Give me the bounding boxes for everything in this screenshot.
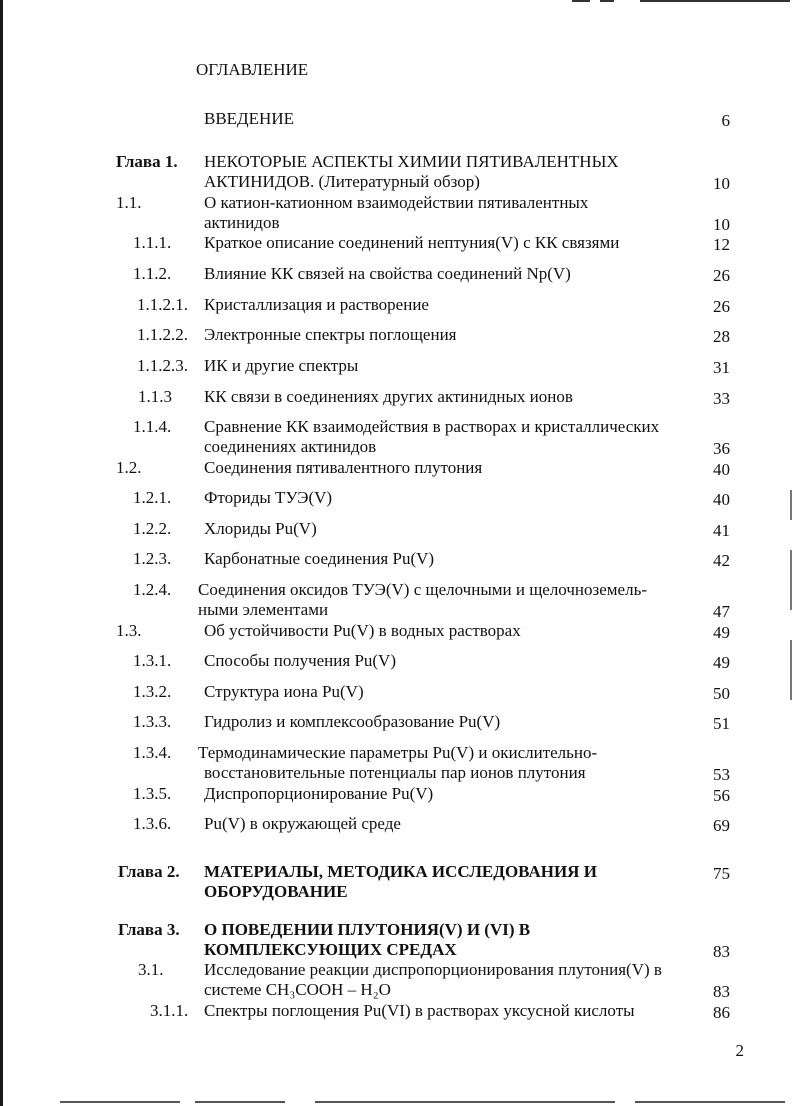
toc-entry-title: Соединения оксидов ТУЭ(V) с щелочными и щелочноземель- [198,580,647,599]
toc-page-number: 28 [713,327,730,346]
scan-mark-right [790,490,792,520]
scan-mark-bottom [195,1101,285,1103]
toc-entry-title: Об устойчивости Pu(V) в водных растворах [204,621,521,640]
toc-entry-title: Термодинамические параметры Pu(V) и окислительно- [198,743,598,762]
toc-page-number: 12 [713,235,730,254]
toc-section-number: 1.1.2.3. [137,356,188,375]
toc-entry-title: ВВЕДЕНИЕ [204,109,294,128]
toc-chapter-number: Глава 1. [116,152,178,171]
toc-entry-title: ными элементами [198,600,329,619]
toc-entry-title: О ПОВЕДЕНИИ ПЛУТОНИЯ(V) И (VI) В [204,920,531,939]
toc-page-number: 53 [713,765,730,784]
toc-page-number: 33 [713,389,730,408]
toc-section-number: 1.2.2. [133,519,172,538]
toc-section-number: 1.3.1. [133,651,172,670]
toc-entry-title: Фториды ТУЭ(V) [204,488,333,507]
toc-page-number: 56 [713,786,730,805]
toc-section-number: 1.3.2. [133,682,172,701]
toc-entry-title: ИК и другие спектры [204,356,359,375]
toc-page-number: 49 [713,623,730,642]
toc-section-number: 1.3.5. [133,784,172,803]
toc-page-number: 69 [713,816,730,835]
toc-entry-title: Pu(V) в окружающей среде [204,814,401,833]
toc-section-number: 1.1.2. [133,264,172,283]
scan-mark-top [640,0,790,2]
toc-page-number: 10 [713,174,730,193]
toc-entry-title: АКТИНИДОВ. (Литературный обзор) [204,172,480,191]
toc-section-number: 1.1.4. [133,417,172,436]
toc-page-number: 10 [713,215,730,234]
toc-page-number: 49 [713,653,730,672]
toc-entry-title: Влияние КК связей на свойства соединений Np(V) [204,264,571,283]
toc-page-number: 83 [713,982,730,1001]
toc-section-number: 1.2.1. [133,488,172,507]
toc-section-number: 1.1.2.1. [137,295,188,314]
toc-page-number: 51 [713,714,730,733]
toc-page-number: 42 [713,551,730,570]
toc-entry-title: О катион-катионном взаимодействии пятивалентных [204,193,589,212]
toc-section-number: 1.2.4. [133,580,172,599]
toc-entry-title: Спектры поглощения Pu(VI) в растворах уксусной кислоты [204,1001,635,1020]
toc-section-number: 1.3.4. [133,743,172,762]
toc-page-number: 83 [713,942,730,961]
toc-chapter-number: Глава 3. [118,920,180,939]
toc-page-number: 47 [713,602,730,621]
toc-entry-title: Соединения пятивалентного плутония [204,458,483,477]
toc-section-number: 1.1.1. [133,233,172,252]
scan-mark-top [600,0,614,2]
toc-entry-title: актинидов [204,213,280,232]
scan-mark-right [790,640,792,700]
toc-page-number: 86 [713,1003,730,1022]
toc-entry-title: Краткое описание соединений нептуния(V) с КК связями [204,233,620,252]
toc-chapter-number: Глава 2. [118,862,180,881]
toc-page-number: 75 [713,864,730,883]
toc-page-number: 50 [713,684,730,703]
toc-page-number: 36 [713,439,730,458]
toc-entry-title: Структура иона Pu(V) [204,682,364,701]
scan-edge-left [0,0,3,1106]
scan-mark-bottom [315,1101,615,1103]
toc-page-number: 6 [721,111,730,130]
toc-section-number: 1.3.3. [133,712,172,731]
scan-mark-right [790,550,792,610]
toc-section-number: 1.1.3 [138,387,172,406]
toc-page-number: 31 [713,358,730,377]
toc-page-number: 40 [713,460,730,479]
toc-section-number: 1.3.6. [133,814,172,833]
toc-entry-title: КОМПЛЕКСУЮЩИХ СРЕДАХ [204,940,457,959]
toc-entry-title: Способы получения Pu(V) [204,651,396,670]
toc-page-number: 26 [713,297,730,316]
scan-mark-top [572,0,590,2]
toc-section-number: 1.1. [116,193,142,212]
toc-entry-title: МАТЕРИАЛЫ, МЕТОДИКА ИССЛЕДОВАНИЯ И [204,862,597,881]
toc-page-number: 26 [713,266,730,285]
toc-entry-title: Электронные спектры поглощения [204,325,457,344]
toc-entry-title: НЕКОТОРЫЕ АСПЕКТЫ ХИМИИ ПЯТИВАЛЕНТНЫХ [204,152,619,171]
toc-entry-title: Кристаллизация и растворение [204,295,429,314]
toc-section-number: 1.3. [116,621,142,640]
toc-entry-title: Исследование реакции диспропорционирования плутония(V) в [204,960,662,979]
toc-section-number: 1.1.2.2. [137,325,188,344]
toc-section-number: 3.1.1. [150,1001,189,1020]
page-title: ОГЛАВЛЕНИЕ [196,60,309,79]
scan-mark-bottom [60,1101,180,1103]
toc-section-number: 1.2. [116,458,142,477]
toc-entry-title: ОБОРУДОВАНИЕ [204,882,348,901]
toc-section-number: 1.2.3. [133,549,172,568]
toc-page-number: 41 [713,521,730,540]
toc-entry-title: КК связи в соединениях других актинидных ионов [204,387,573,406]
toc-entry-title: соединениях актинидов [204,437,377,456]
toc-entry-title: Гидролиз и комплексообразование Pu(V) [204,712,501,731]
toc-entry-title: Хлориды Pu(V) [204,519,317,538]
toc-entry-title: восстановительные потенциалы пар ионов плутония [204,763,586,782]
toc-entry-title: системе CH₃COOH – H₂O [204,980,391,999]
toc-page-number: 40 [713,490,730,509]
toc-section-number: 3.1. [138,960,164,979]
toc-entry-title: Карбонатные соединения Pu(V) [204,549,435,568]
toc-entry-title: Сравнение КК взаимодействия в растворах и кристаллических [204,417,660,436]
scan-mark-bottom [635,1101,785,1103]
toc-entry-title: Диспропорционирование Pu(V) [204,784,434,803]
page-number: 2 [735,1041,744,1060]
